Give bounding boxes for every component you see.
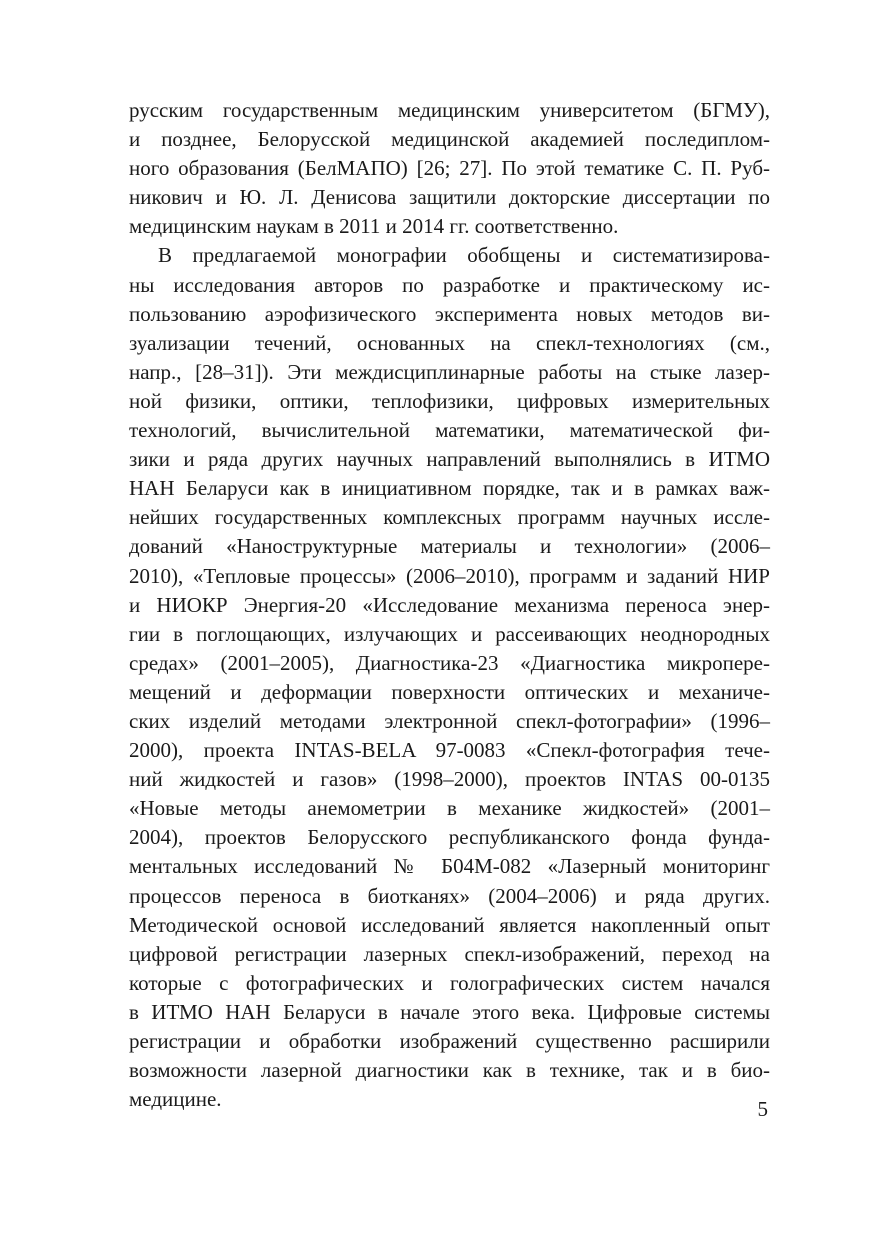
paragraph-continuation bbox=[129, 96, 770, 241]
text-line: зики и ряда других научных направлений выполнялись в ИТМО bbox=[129, 447, 770, 472]
text-line: 2010), «Тепловые процессы» (2006–2010), программ и заданий НИР bbox=[129, 563, 770, 588]
text-line: Методической основой исследований является накопленный опыт bbox=[129, 912, 770, 937]
text-line: 2004), проектов Белорусского республиканского фонда фунда- bbox=[129, 825, 770, 850]
page-number: 5 bbox=[757, 1097, 768, 1121]
text-line: гии в поглощающих, излучающих и рассеивающих неоднородных bbox=[129, 621, 770, 646]
text-line: и позднее, Белорусской медицинской академией последиплом- bbox=[129, 127, 770, 152]
text-line: дований «Наноструктурные материалы и технологии» (2006– bbox=[129, 534, 770, 559]
text-line: и НИОКР Энергия-20 «Исследование механизма переноса энер- bbox=[129, 592, 770, 617]
text-line: ний жидкостей и газов» (1998–2000), проектов INTAS 00-0135 bbox=[129, 767, 770, 792]
text-line: русским государственным медицинским университетом (БГМУ), bbox=[129, 98, 770, 122]
text-line: ны исследования авторов по разработке и практическому ис- bbox=[129, 272, 770, 297]
text-line: нейших государственных комплексных программ научных иссле- bbox=[129, 505, 770, 530]
paragraph-monograph-summary bbox=[129, 241, 770, 1114]
text-line: технологий, вычислительной математики, математической фи- bbox=[129, 418, 770, 443]
text-line: никович и Ю. Л. Денисова защитили докторские диссертации по bbox=[129, 185, 770, 210]
text-line: НАН Беларуси как в инициативном порядке, так и в рамках важ- bbox=[129, 476, 770, 501]
text-line: В предлагаемой монографии обобщены и систематизирова- bbox=[158, 243, 770, 268]
text-line: медицине. bbox=[129, 1087, 222, 1112]
text-line: 2000), проекта INTAS-BELA 97-0083 «Спекл-фотография тече- bbox=[129, 738, 770, 763]
text-line: мещений и деформации поверхности оптических и механиче- bbox=[129, 679, 770, 704]
text-line: процессов переноса в биотканях» (2004–2006) и ряда других. bbox=[129, 883, 770, 908]
text-line: пользованию аэрофизического эксперимента новых методов ви- bbox=[129, 301, 770, 326]
text-line: ских изделий методами электронной спекл-фотографии» (1996– bbox=[129, 708, 770, 733]
text-line: ного образования (БелМАПО) [26; 27]. По этой тематике С. П. Руб- bbox=[129, 156, 770, 181]
text-line: в ИТМО НАН Беларуси в начале этого века. Цифровые системы bbox=[129, 999, 770, 1024]
text-line: ментальных исследований № Б04М-082 «Лазерный мониторинг bbox=[129, 854, 770, 879]
text-line: ной физики, оптики, теплофизики, цифровых измерительных bbox=[129, 388, 770, 413]
text-line: напр., [28–31]). Эти междисциплинарные работы на стыке лазер- bbox=[129, 359, 770, 384]
text-line: медицинским наукам в 2011 и 2014 гг. соответственно. bbox=[129, 214, 619, 239]
text-line: которые с фотографических и голографических систем начался bbox=[129, 970, 770, 995]
body-text bbox=[129, 96, 770, 1114]
text-line: зуализации течений, основанных на спекл-технологиях (см., bbox=[129, 330, 770, 355]
text-line: «Новые методы анемометрии в механике жидкостей» (2001– bbox=[129, 796, 770, 821]
text-line: цифровой регистрации лазерных спекл-изображений, переход на bbox=[129, 941, 770, 966]
text-line: регистрации и обработки изображений существенно расширили bbox=[129, 1029, 770, 1053]
text-line: возможности лазерной диагностики как в технике, так и в био- bbox=[129, 1058, 770, 1083]
text-line: средах» (2001–2005), Диагностика-23 «Диагностика микропере- bbox=[129, 650, 770, 675]
